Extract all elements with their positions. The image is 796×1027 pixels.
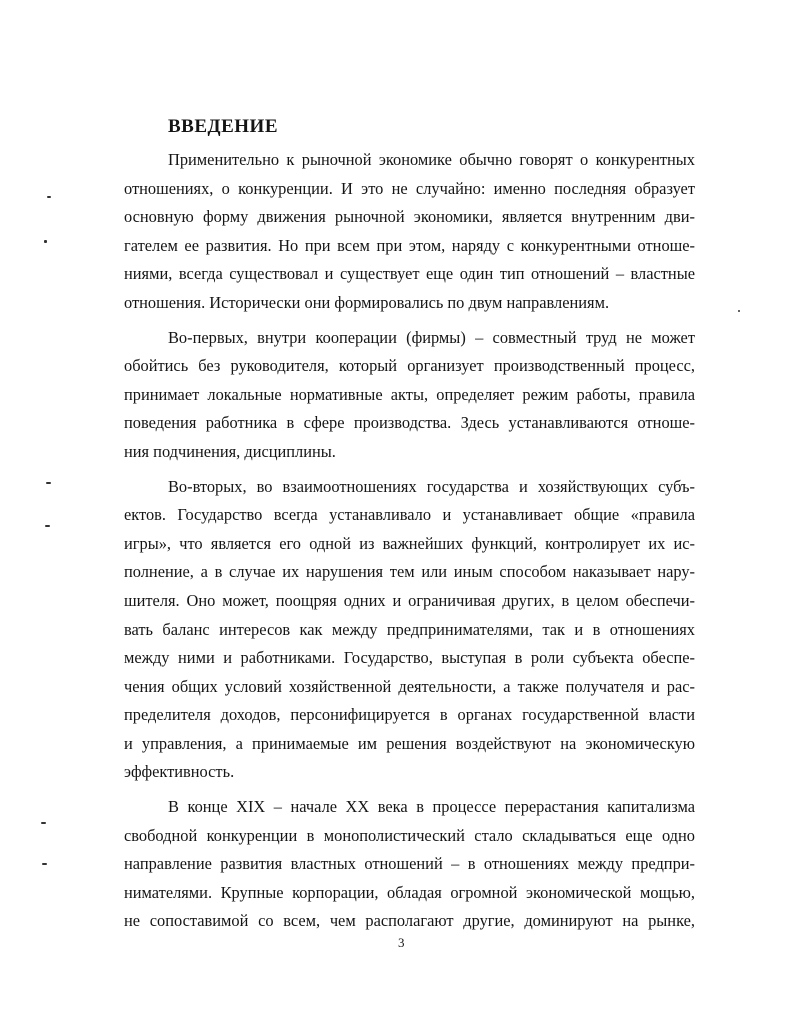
text-line: Во-вторых, во взаимоотношениях государства и хозяйствующих субъ- — [168, 476, 695, 496]
text-line: между ними и работниками. Государство, выступая в роли субъекта обеспе- — [124, 648, 695, 668]
scan-speck — [47, 196, 51, 198]
text-line: гателем ее развития. Но при всем при этом, наряду с конкурентными отноше- — [124, 235, 695, 255]
page-number: 3 — [398, 935, 405, 950]
scan-speck — [41, 822, 46, 824]
scan-speck — [738, 310, 740, 312]
text-line: ниями, всегда существовал и существует еще один тип отношений – властные — [124, 264, 695, 284]
scan-speck — [42, 863, 47, 865]
paragraph — [124, 793, 695, 936]
text-line: направление развития властных отношений – в отношениях между предпри- — [124, 854, 695, 874]
text-line: нимателями. Крупные корпорации, обладая огромной экономической мощью, — [124, 882, 695, 902]
text-line: ния подчинения, дисциплины. — [124, 441, 336, 461]
text-line: В конце XIX – начале XX века в процессе перерастания капитализма — [168, 797, 695, 817]
text-line: игры», что является его одной из важнейших функций, контролирует их ис- — [124, 533, 695, 553]
text-line: вать баланс интересов как между предпринимателями, так и в отношениях — [124, 619, 695, 639]
text-line: Применительно к рыночной экономике обычно говорят о конкурентных — [168, 150, 695, 169]
page-title: ВВЕДЕНИЕ — [168, 116, 278, 137]
text-line: поведения работника в сфере производства. Здесь устанавливаются отноше- — [124, 413, 695, 433]
document-body — [124, 112, 695, 936]
text-line: чения общих условий хозяйственной деятельности, а также получателя и рас- — [124, 676, 695, 696]
scan-speck — [44, 240, 47, 243]
text-line: полнение, а в случае их нарушения тем или иным способом наказывает нару- — [124, 562, 695, 582]
text-line: пределителя доходов, персонифицируется в органах государственной власти — [124, 705, 695, 725]
text-line: отношениях, о конкуренции. И это не случайно: именно последняя образует — [124, 178, 695, 198]
text-line: шителя. Оно может, поощряя одних и ограничивая других, в целом обеспечи- — [124, 590, 695, 610]
text-line: Во-первых, внутри кооперации (фирмы) – совместный труд не может — [168, 327, 695, 347]
text-line: ектов. Государство всегда устанавливало и устанавливает общие «правила — [124, 505, 695, 525]
text-line: принимает локальные нормативные акты, определяет режим работы, правила — [124, 384, 695, 404]
scan-speck — [45, 525, 50, 527]
text-line: обойтись без руководителя, который организует производственный процесс, — [124, 356, 695, 376]
text-line: основную форму движения рыночной экономики, является внутренним дви- — [124, 207, 695, 227]
paragraph — [124, 324, 695, 467]
text-line: свободной конкуренции в монополистический стало складываться еще одно — [124, 825, 695, 845]
text-line: не сопоставимой со всем, чем располагают другие, доминируют на рынке, — [124, 911, 695, 931]
text-line: и управления, а принимаемые им решения воздействуют на экономическую — [124, 733, 695, 753]
paragraph — [124, 146, 695, 318]
scan-speck — [46, 482, 51, 484]
text-line: отношения. Исторически они формировались по двум направлениям. — [124, 292, 610, 312]
text-line: эффективность. — [124, 762, 235, 782]
paragraph — [124, 473, 695, 788]
